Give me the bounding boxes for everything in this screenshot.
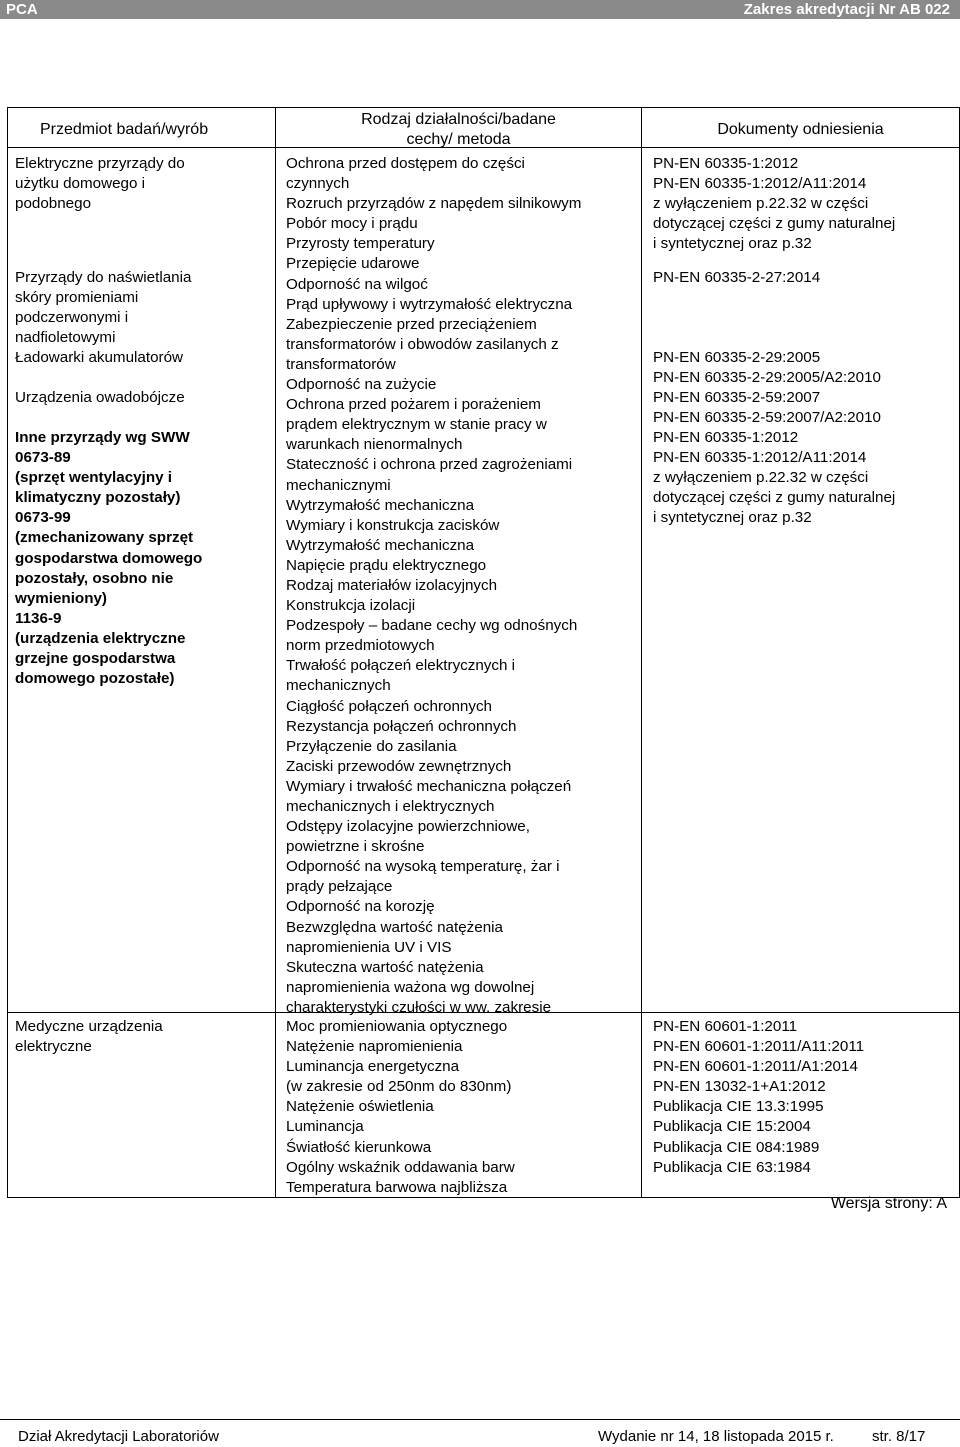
header-method: Rodzaj działalności/badane cechy/ metoda bbox=[276, 108, 642, 148]
page-version-note: Wersja strony: A bbox=[830, 1195, 947, 1212]
subject-skin-irradiation: Przyrządy do naświetlania skóry promieniami podczerwonymi i nadfioletowymi bbox=[15, 269, 192, 347]
table-row bbox=[8, 1013, 960, 1198]
subject-appliances: Elektryczne przyrządy do użytku domowego i podobnego bbox=[15, 155, 185, 213]
subject-cell bbox=[8, 1013, 276, 1198]
subject-battery-chargers: Ładowarki akumulatorów bbox=[15, 349, 183, 366]
header-org: PCA bbox=[6, 1, 38, 18]
header-bar bbox=[0, 0, 960, 19]
documents-cell bbox=[642, 1013, 960, 1198]
docs-battery-chargers: PN-EN 60335-2-29:2005 PN-EN 60335-2-29:2005/A2:2010 bbox=[653, 349, 881, 387]
methods-list: Ochrona przed dostępem do części czynnych Rozruch przyrządów z napędem silnikowym Pobór mocy i prądu Przyrosty temperatury Przepięcie udarowe Odporność na wilgoć Prąd upływowy i wytrzymałość elektryczna Zabezpieczenie przed przeciążeniem transformatorów i obwodów zasilanych z transformatorów Odporność na zużycie Ochrona przed pożarem i porażeniem prądem elektrycznym w stanie pracy w warunkach nienormalnych Stateczność i ochrona przed zagrożeniami mechanicznymi Wytrzymałość mechaniczna Wymiary i konstrukcja zacisków Wytrzymałość mechaniczna Napięcie prądu elektrycznego Rodzaj materiałów izolacyjnych Konstrukcja izolacji Podzespoły – badane cechy wg odnośnych norm przedmiotowych Trwałość połączeń elektrycznych i mechanicznych Ciągłość połączeń ochronnych Rezystancja połączeń ochronnych Przyłączenie do zasilania Zaciski przewodów zewnętrznych Wymiary i trwałość mechaniczna połączeń mechanicznych i elektrycznych Odstępy izolacyjne powierzchniowe, powietrzne i skrośne Odporność na wysoką temperaturę, żar i prądy pełzające Odporność na korozję Bezwzględna wartość natężenia napromienienia UV i VIS Skuteczna wartość natężenia napromienienia ważona wg dowolnej charakterystyki czułości w ww. zakresie bbox=[286, 155, 582, 1016]
header-subject: Przedmiot badań/wyrób bbox=[8, 108, 276, 148]
documents-cell bbox=[642, 148, 960, 1013]
subject-medical-devices: Medyczne urządzenia elektryczne bbox=[15, 1018, 163, 1056]
header-scope-title: Zakres akredytacji Nr AB 022 bbox=[743, 1, 950, 18]
footer-edition: Wydanie nr 14, 18 listopada 2015 r. bbox=[598, 1428, 834, 1445]
docs-skin-irradiation: PN-EN 60335-2-27:2014 bbox=[653, 269, 821, 286]
methods-cell bbox=[276, 148, 642, 1016]
table-header-row bbox=[8, 108, 960, 148]
docs-appliances: PN-EN 60335-1:2012 PN-EN 60335-1:2012/A11:2014 z wyłączeniem p.22.32 w części dotyczącej części z gumy naturalnej i syntetycznej oraz p.32 bbox=[653, 155, 896, 253]
footer-page-number: str. 8/17 bbox=[872, 1428, 926, 1445]
footer-divider bbox=[0, 1419, 960, 1420]
docs-other-sww: PN-EN 60335-1:2012 PN-EN 60335-1:2012/A11:2014 z wyłączeniem p.22.32 w części dotyczącej części z gumy naturalnej i syntetycznej oraz p.32 bbox=[653, 429, 896, 527]
docs-insect-killers: PN-EN 60335-2-59:2007 PN-EN 60335-2-59:2007/A2:2010 bbox=[653, 389, 881, 427]
methods-cell bbox=[276, 1013, 642, 1198]
docs-medical-devices: PN-EN 60601-1:2011 PN-EN 60601-1:2011/A11:2011 PN-EN 60601-1:2011/A1:2014 PN-EN 13032-1+A1:2012 Publikacja CIE 13.3:1995 Publikacja CIE 15:2004 Publikacja CIE 084:1989 Publikacja CIE 63:1984 bbox=[653, 1018, 865, 1176]
methods-list-medical: Moc promieniowania optycznego Natężenie napromienienia Luminancja energetyczna (w zakresie od 250nm do 830nm) Natężenie oświetlenia Luminancja Światłość kierunkowa Ogólny wskaźnik oddawania barw Temperatura barwowa najbliższa bbox=[286, 1018, 515, 1196]
header-documents: Dokumenty odniesienia bbox=[642, 108, 960, 148]
table-row bbox=[8, 148, 960, 1013]
subject-insect-killers: Urządzenia owadobójcze bbox=[15, 389, 185, 406]
accreditation-table bbox=[7, 107, 960, 1198]
subject-cell bbox=[8, 148, 276, 1013]
subject-other-sww: Inne przyrządy wg SWW 0673-89 (sprzęt wentylacyjny i klimatyczny pozostały) 0673-99 (zmechanizowany sprzęt gospodarstwa domowego pozostały, osobno nie wymieniony) 1136-9 (urządzenia elektryczne grzejne gospodarstwa domowego pozostałe) bbox=[15, 429, 203, 688]
footer-department: Dział Akredytacji Laboratoriów bbox=[18, 1428, 219, 1445]
